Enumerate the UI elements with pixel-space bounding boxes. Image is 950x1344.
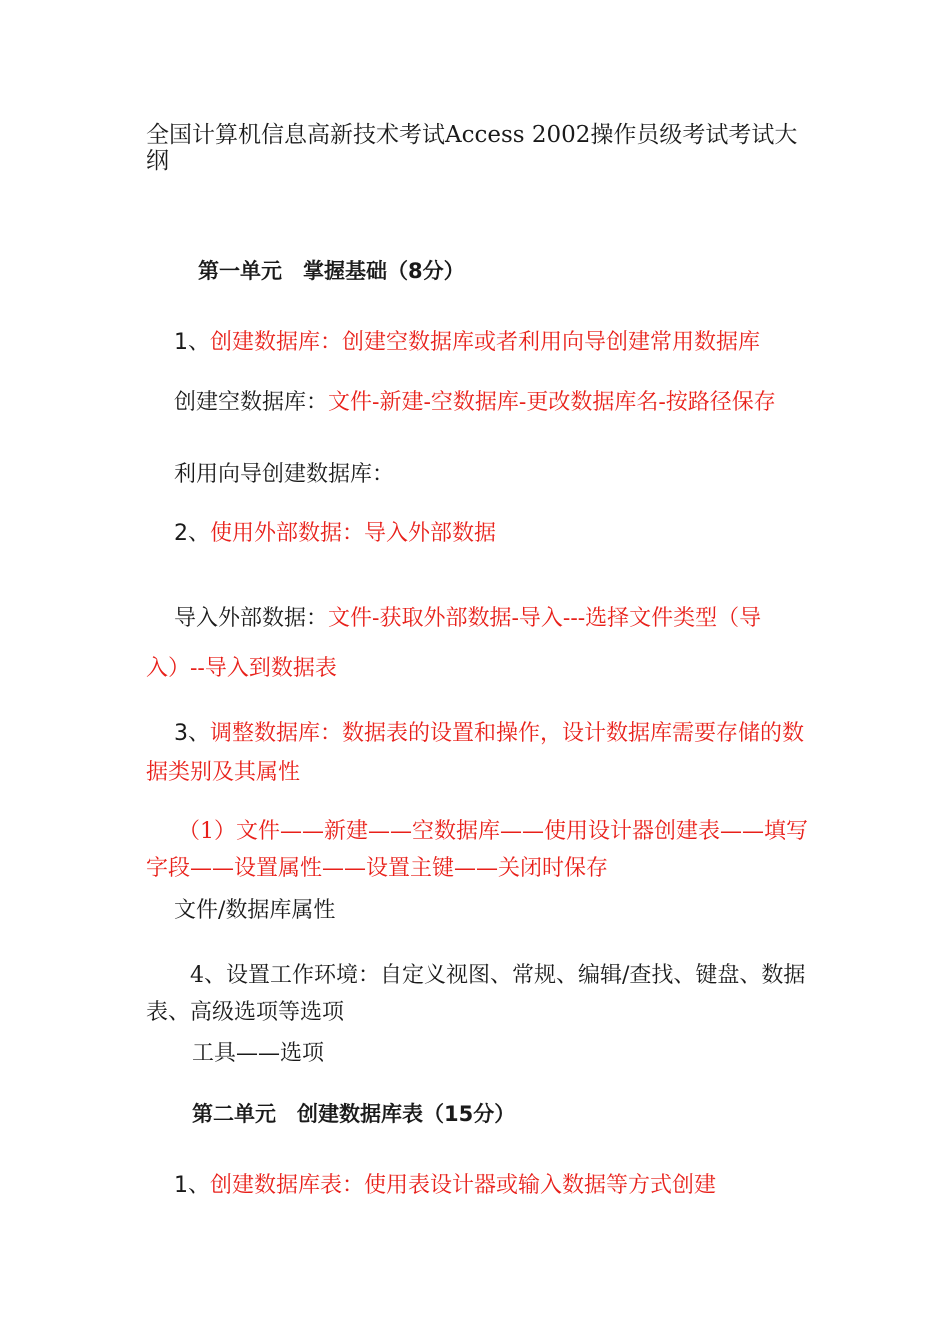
item-number: 2、 (174, 521, 210, 546)
item-text: 调整数据库：数据表的设置和操作，设计数据库需要存储的数据类别及其属性 (146, 721, 805, 785)
item-label: 导入外部数据： (174, 606, 329, 631)
item-text: 使用外部数据：导入外部数据 (210, 521, 497, 546)
item-text: 文件-获取外部数据-导入---选择文件类型（导入）--导入到数据表 (146, 606, 762, 681)
item-text: 创建数据库表：使用表设计器或输入数据等方式创建 (210, 1173, 717, 1198)
document-title: 全国计算机信息高新技术考试Access 2002操作员级考试考试大纲 (146, 122, 798, 174)
item-text: 创建数据库：创建空数据库或者利用向导创建常用数据库 (210, 330, 761, 355)
unit2-item1 (146, 1173, 810, 1199)
unit1-create-empty-db (146, 390, 810, 416)
unit1-item4: 4、设置工作环境：自定义视图、常规、编辑/查找、键盘、数据表、高级选项等选项 (146, 963, 806, 1025)
item-number: 1、 (174, 1173, 210, 1198)
unit1-item3 (146, 714, 810, 792)
unit1-heading: 第一单元 掌握基础（8分） (198, 259, 465, 283)
unit1-import-external (146, 594, 810, 694)
unit1-step1: （1）文件——新建——空数据库——使用设计器创建表——填写字段——设置属性——设置主键——关闭时保存 (146, 819, 808, 881)
unit1-db-properties: 文件/数据库属性 (174, 898, 336, 923)
unit1-item2 (146, 521, 810, 547)
item-text: 文件-新建-空数据库-更改数据库名-按路径保存 (328, 390, 776, 415)
item-number: 3、 (174, 721, 210, 746)
item-number: 1、 (174, 330, 210, 355)
unit1-wizard-create-db: 利用向导创建数据库： (174, 462, 395, 487)
unit2-heading: 第二单元 创建数据库表（15分） (192, 1102, 516, 1126)
unit1-item1 (146, 330, 814, 356)
unit1-tools-options: 工具——选项 (192, 1041, 325, 1066)
item-label: 创建空数据库： (174, 390, 329, 415)
